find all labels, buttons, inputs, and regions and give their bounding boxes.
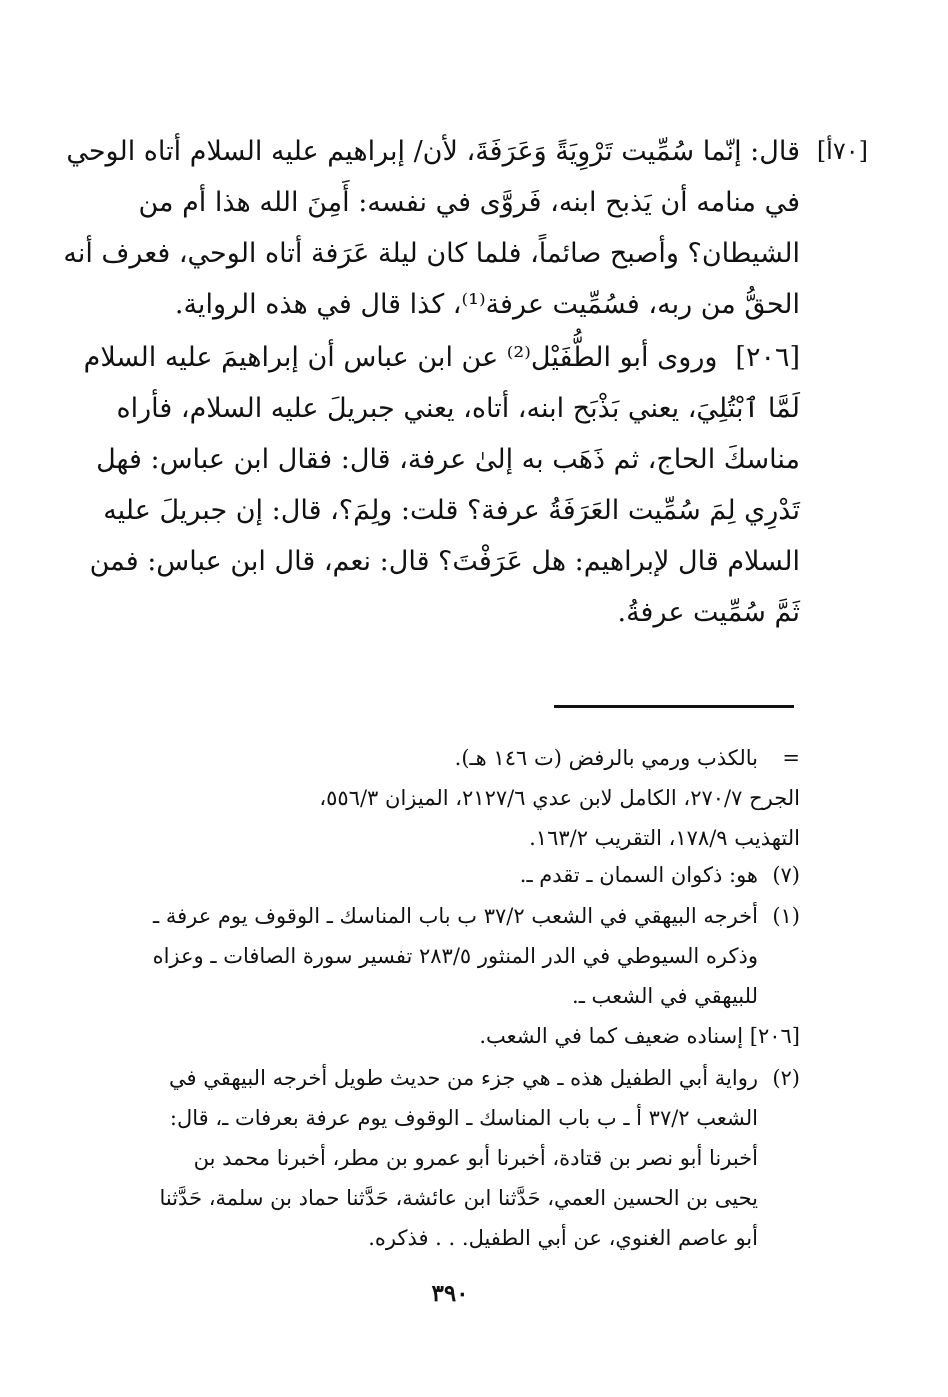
page-number: ٣٩٠ [431, 1280, 469, 1307]
text-line: في منامه أن يَذبح ابنه، فَروَّى في نفسه: أَمِنَ الله هذا أم من [138, 187, 800, 218]
footnote-line: للبيهقي في الشعب ـ. [572, 984, 758, 1008]
footnote-line: رواية أبي الطفيل هذه ـ هي جزء من حديث طويل أخرجه البيهقي في [168, 1066, 758, 1090]
footnote-marker: (٢) [772, 1066, 800, 1090]
footnote-divider [554, 705, 794, 708]
footnote-1 [108, 896, 800, 1016]
text-line: لَمَّا ٱبْتُلِيَ، يعني بَذْبَح ابنه، أتاه، يعني جبريلَ عليه السلام، فأراه [116, 393, 800, 424]
footnote-marker: [٢٠٦] [749, 1024, 800, 1048]
footnote-206 [108, 1016, 800, 1056]
footnote-line: الجرح ٢٧٠/٧، الكامل لابن عدي ٢١٢٧/٦، الميزان ٥٥٦/٣، [319, 786, 800, 810]
paragraph-206 [83, 332, 800, 638]
text-line: ثَمَّ سُمِّيت عرفةُ. [617, 597, 800, 628]
footnote-text: إسناده ضعيف كما في الشعب. [479, 1024, 744, 1048]
footnote-marker: (١) [772, 904, 800, 928]
footnote-line: بالكذب ورمي بالرفض (ت ١٤٦ هـ). [454, 746, 758, 770]
text-line: الحقُّ من ربه، فسُمِّيت عرفة⁽¹⁾، كذا قال في هذه الرواية. [174, 289, 800, 320]
text-line: السلام قال لإبراهيم: هل عَرَفْتَ؟ قال: نعم، قال ابن عباس: فمن [89, 546, 800, 577]
folio-marker: [٧٠أ] [816, 137, 868, 165]
footnote-marker: = [782, 746, 800, 770]
text-line: قال: إنّما سُمِّيت تَرْوِيَةً وَعَرَفَةَ، لأن/ إبراهيم عليه السلام أتاه الوحي [66, 136, 800, 167]
footnote-7 [108, 855, 800, 895]
text-line: مناسكَ الحاج، ثم ذَهَب به إلىٰ عرفة، قال: فقال ابن عباس: فهل [96, 444, 800, 475]
footnote-line: أخبرنا أبو نصر بن قتادة، أخبرنا أبو عمرو بن مطر، أخبرنا محمد بن [193, 1146, 758, 1170]
text-line: تَدْرِي لِمَ سُمِّيت العَرَفَةُ عرفة؟ قلت: ولِمَ؟، قال: إن جبريلَ عليه [103, 495, 800, 526]
footnote-2 [108, 1058, 800, 1258]
hadith-number: [٢٠٦] [735, 342, 800, 373]
footnote-line: يحيى بن الحسين العمي، حَدَّثنا ابن عائشة، حَدَّثنا حماد بن سلمة، حَدَّثنا [159, 1186, 758, 1210]
footnote-line: أبو عاصم الغنوي، عن أبي الطفيل. . . فذكره. [368, 1226, 758, 1250]
footnote-line: وذكره السيوطي في الدر المنثور ٢٨٣/٥ تفسير سورة الصافات ـ وعزاه [152, 944, 758, 968]
paragraph-1 [63, 126, 800, 330]
footnote-line: أخرجه البيهقي في الشعب ٣٧/٢ ب باب المناسك ـ الوقوف يوم عرفة ـ [153, 904, 758, 928]
footnote-line [108, 1016, 800, 1056]
footnote-line: هو: ذكوان السمان ـ تقدم ـ. [519, 863, 758, 887]
footnote-marker: (٧) [772, 863, 800, 887]
text-line-content: وروى أبو الطُّفَيْل⁽²⁾ عن ابن عباس أن إبراهيمَ عليه السلام [83, 342, 718, 373]
footnote-line: التهذيب ١٧٨/٩، التقريب ١٦٣/٢. [529, 826, 800, 850]
footnote-continuation [108, 738, 800, 858]
footnote-line: الشعب ٣٧/٢ أ ـ ب باب المناسك ـ الوقوف يوم عرفة بعرفات ـ، قال: [169, 1106, 758, 1130]
text-line: الشيطان؟ وأصبح صائماً، فلما كان ليلة عَرَفة أتاه الوحي، فعرف أنه [63, 238, 800, 269]
text-line [83, 332, 800, 383]
